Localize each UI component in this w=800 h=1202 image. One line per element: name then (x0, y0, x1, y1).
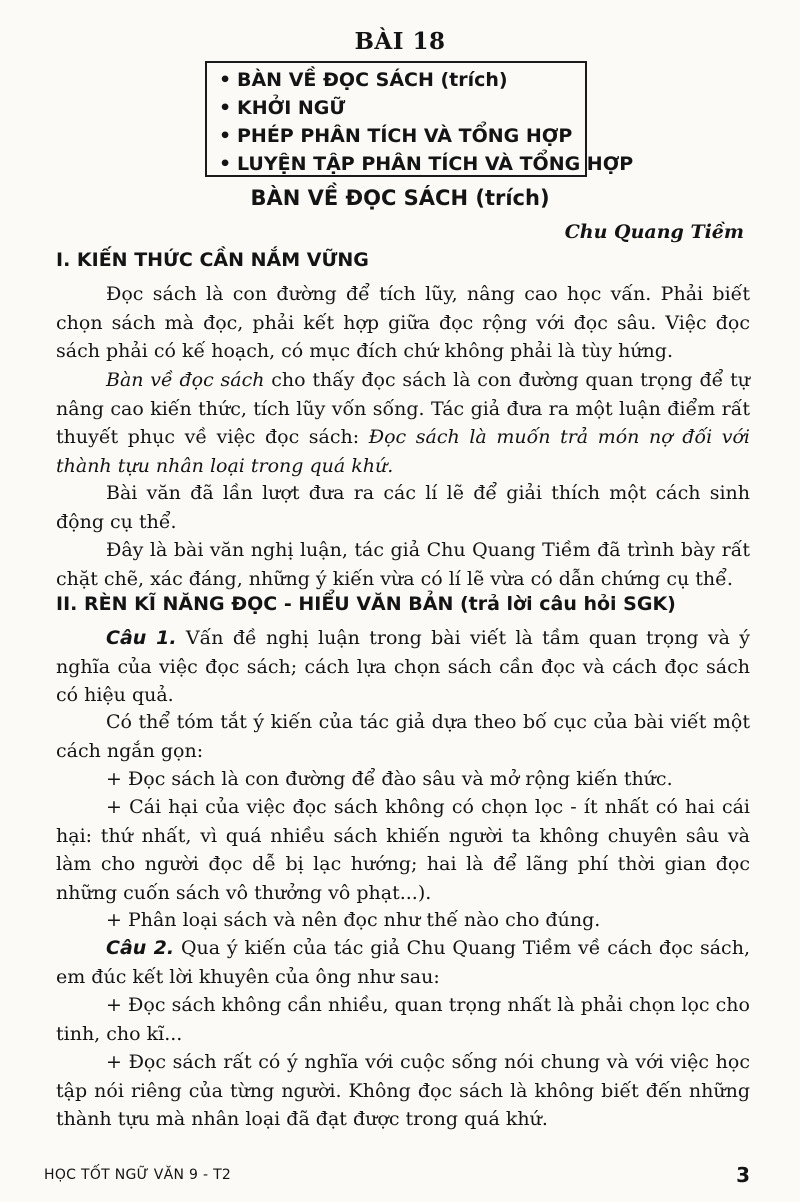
section-heading-knowledge: I. KIẾN THỨC CẦN NẮM VỮNG (56, 249, 369, 271)
topic-item: • LUYỆN TẬP PHÂN TÍCH VÀ TỔNG HỢP (219, 150, 585, 178)
question-1: Câu 1. Vấn đề nghị luận trong bài viết là tầm quan trọng và ý nghĩa của việc đọc sách; cách lựa chọn sách cần đọc và cách đọc sách có hiệu quả. (56, 627, 750, 706)
bullet-icon: • (219, 97, 232, 119)
article-author: Chu Quang Tiềm (564, 221, 744, 243)
section-heading-skills: II. RÈN KĨ NĂNG ĐỌC - HIỂU VĂN BẢN (trả lời câu hỏi SGK) (56, 593, 676, 615)
question-2: Câu 2. Qua ý kiến của tác giả Chu Quang Tiềm về cách đọc sách, em đúc kết lời khuyên của ông như sau: (56, 937, 750, 988)
bullet-icon: • (219, 125, 232, 147)
lesson-topics-box (205, 61, 634, 177)
paragraph: Bàn về đọc sách cho thấy đọc sách là con đường quan trọng để tự nâng cao kiến thức, tích lũy vốn sống. Tác giả đưa ra một luận điểm rất thuyết phục về việc đọc sách: Đọc sách là muốn trả món nợ đối với thành tựu nhân loại trong quá khứ. (56, 369, 751, 477)
list-item: + Đọc sách không cần nhiều, quan trọng nhất là phải chọn lọc cho tinh, cho kĩ... (56, 994, 750, 1045)
bullet-icon: • (219, 69, 232, 91)
page-number: 3 (736, 1163, 750, 1187)
topic-item: • KHỞI NGỮ (219, 94, 585, 122)
topic-item: • PHÉP PHÂN TÍCH VÀ TỔNG HỢP (219, 122, 585, 150)
paragraph: Bài văn đã lần lượt đưa ra các lí lẽ để giải thích một cách sinh động cụ thể. (56, 482, 750, 533)
paragraph: Đọc sách là con đường để tích lũy, nâng cao học vấn. Phải biết chọn sách mà đọc, phải kết hợp giữa đọc rộng với đọc sâu. Việc đọc sách phải có kế hoạch, có mục đích chứ không phải là tùy hứng. (56, 283, 750, 362)
list-item: + Phân loại sách và nên đọc như thế nào cho đúng. (106, 909, 601, 931)
list-item: + Cái hại của việc đọc sách không có chọn lọc - ít nhất có hai cái hại: thứ nhất, vì quá nhiều sách khiến người ta không chuyên sâu và làm cho người đọc dễ bị lạc hướng; hai là để lãng phí thời gian đọc những cuốn sách vô thưởng vô phạt...). (56, 796, 750, 904)
list-item: + Đọc sách là con đường để đào sâu và mở rộng kiến thức. (106, 768, 673, 790)
lesson-title: BÀI 18 (354, 28, 446, 55)
article-title: BÀN VỀ ĐỌC SÁCH (trích) (250, 186, 550, 210)
topic-item: • BÀN VỀ ĐỌC SÁCH (trích) (219, 66, 585, 94)
list-item: + Đọc sách rất có ý nghĩa với cuộc sống nói chung và với việc học tập nói riêng của từng người. Không đọc sách là không biết đến những thành tựu mà nhân loại đã đạt được trong quá khứ. (56, 1051, 750, 1130)
paragraph: Đây là bài văn nghị luận, tác giả Chu Quang Tiềm đã trình bày rất chặt chẽ, xác đáng, những ý kiến vừa có lí lẽ vừa có dẫn chứng cụ thể. (56, 539, 750, 590)
bullet-icon: • (219, 153, 232, 175)
paragraph: Có thể tóm tắt ý kiến của tác giả dựa theo bố cục của bài viết một cách ngắn gọn: (56, 711, 750, 762)
footer-book-title: HỌC TỐT NGỮ VĂN 9 - T2 (44, 1167, 232, 1183)
